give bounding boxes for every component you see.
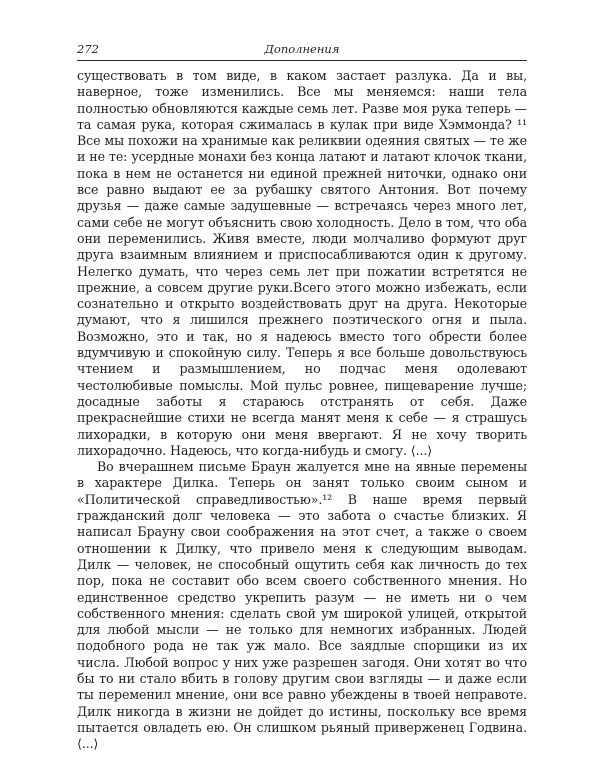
- body-text: [77, 68, 527, 752]
- running-head: Дополнения: [264, 42, 340, 56]
- header-rule: [77, 60, 527, 61]
- page-header: [77, 40, 527, 58]
- page-number: 272: [77, 42, 99, 56]
- paragraph: Во вчерашнем письме Браун жалуется мне на явные перемены в характере Дилка. Теперь он занят только своим сыном и «Политической справедливостью».¹² В наше время первый гражданский долг человека — это забота о счастье близких. Я написал Брауну свои соображения на этот счет, а также о своем отношении к Дилку, что привело меня к следующим выводам. Дилк — человек, не способный ощутить себя как личность до тех пор, пока не составит обо всем своего собственного мнения. Но единственное средство укрепить разум — не иметь ни о чем собственного мнения: сделать свой ум широкой улицей, открытой для любой мысли — не только для немногих избранных. Людей подобного рода не так уж мало. Все заядлые спорщики из их числа. Любой вопрос у них уже разрешен загодя. Они хотят во что бы то ни стало вбить в голову другим свои взгляды — и даже если ты переменил мнение, они все равно убеждены в твоей неправоте. Дилк никогда в жизни не дойдет до истины, поскольку все время пытается овладеть ею. Он слишком рьяный приверженец Годвина. ⟨...⟩: [77, 459, 527, 752]
- paragraph: существовать в том виде, в каком застает разлука. Да и вы, наверное, тоже изменились. Все мы меняемся: наши тела полностью обновляются каждые семь лет. Разве моя рука теперь — та самая рука, которая сжималась в кулак при виде Хэммонда? ¹¹ Все мы похожи на хранимые как реликвии одеяния святых — те же и не те: усердные монахи без конца латают и латают клочок ткани, пока в нем не останется ни единой прежней ниточки, однако они все равно выдают ее за рубашку святого Антония. Вот почему друзья — даже самые задушевные — встречаясь через много лет, сами себе не могут объяснить свою холодность. Дело в том, что оба они переменились. Живя вместе, люди молчаливо формуют друг друга взаимным влиянием и приспосабливаются один к другому. Нелегко думать, что через семь лет при пожатии встретятся не прежние, а совсем другие руки.Всего этого можно избежать, если сознательно и открыто воздействовать друг на друга. Некоторые думают, что я лишился прежнего поэтического огня и пыла. Возможно, это и так, но я надеюсь вместо того обрести более вдумчивую и спокойную силу. Теперь я все больше довольствуюсь чтением и размышлением, но подчас меня одолевают честолюбивые помыслы. Мой пульс ровнее, пищеварение лучше; досадные заботы я стараюсь отстранять от себя. Даже прекраснейшие стихи не всегда манят меня к себе — я страшусь лихорадки, в которую они меня ввергают. Я не хочу творить лихорадочно. Надеюсь, что когда-нибудь и смогу. ⟨...⟩: [77, 68, 527, 458]
